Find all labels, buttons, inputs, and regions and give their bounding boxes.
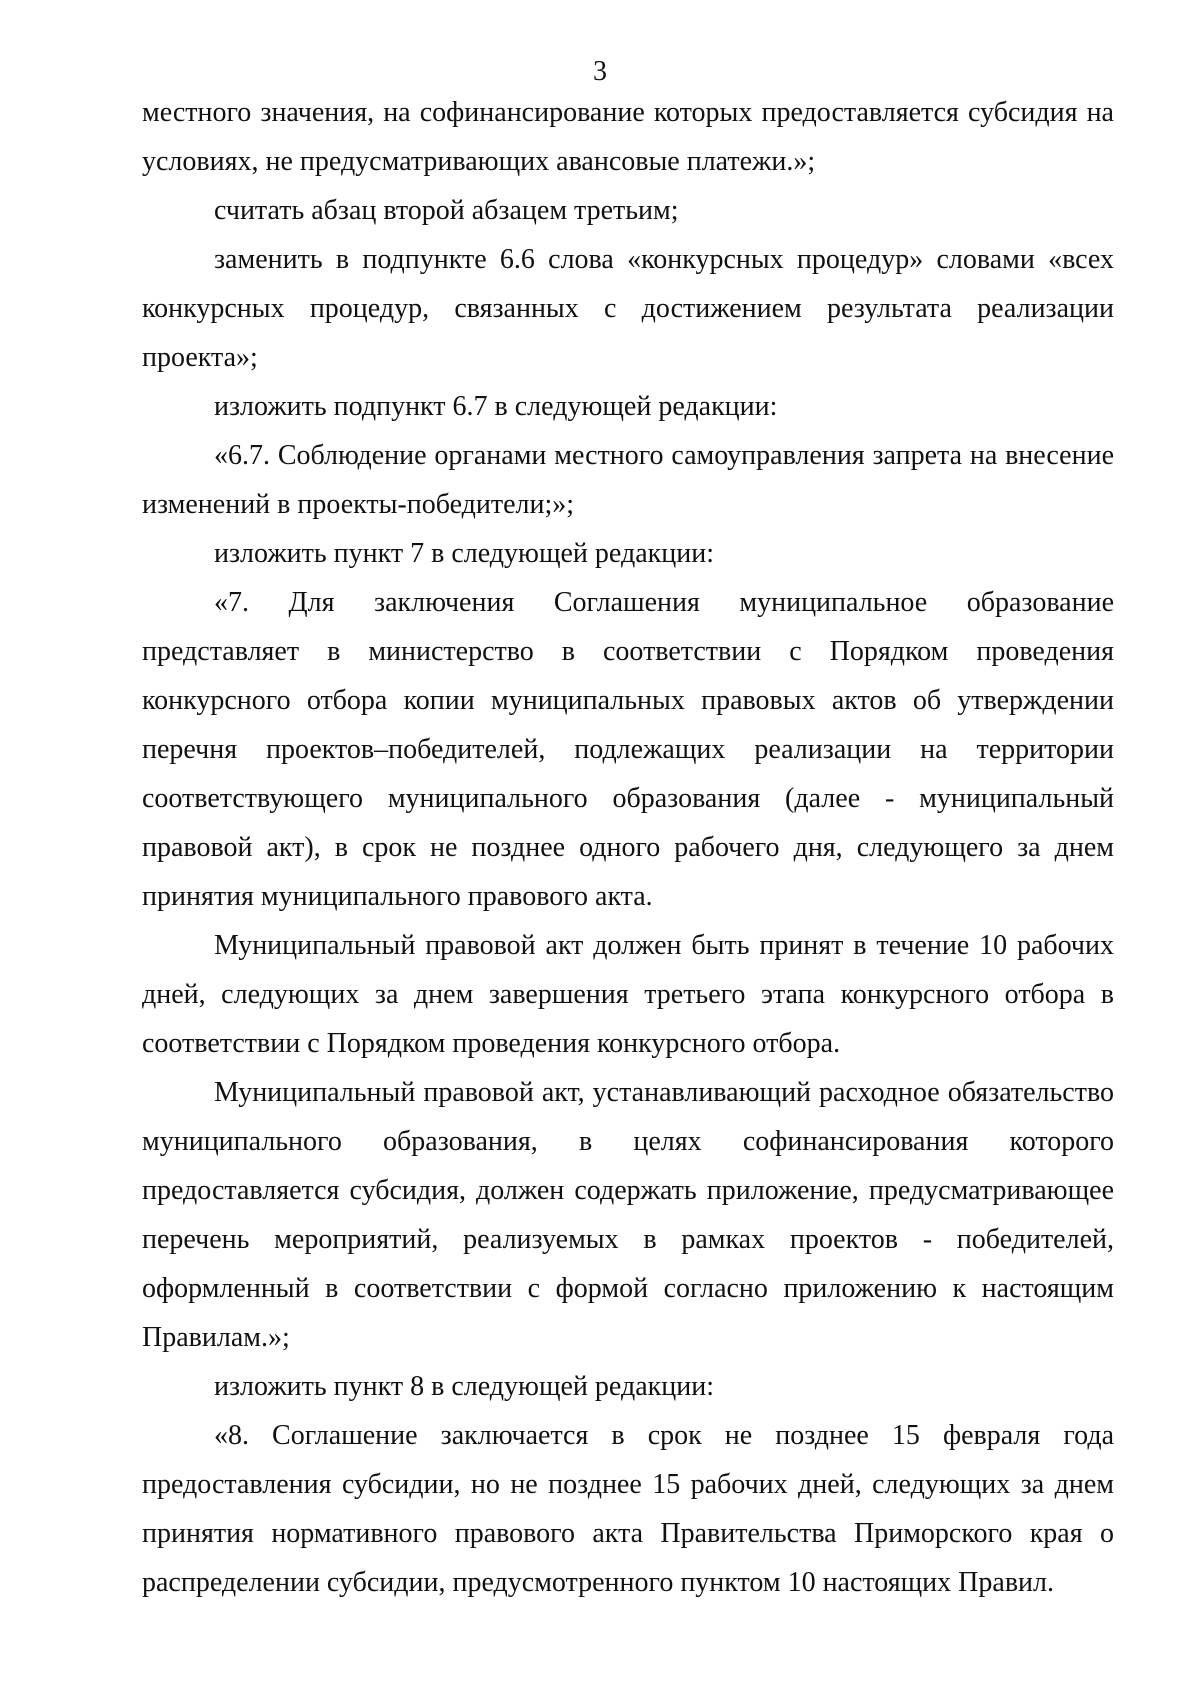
paragraph-municipal-act-deadline: Муниципальный правовой акт должен быть принят в течение 10 рабочих дней, следующих за днем завершения третьего этапа конкурсного отбора в соответствии с Порядком проведения конкурсного отбора. (142, 930, 1114, 1059)
paragraph-subitem-6-7-text: «6.7. Соблюдение органами местного самоуправления запрета на внесение изменений в проекты-победители;»; (142, 440, 1114, 520)
paragraph-item-7-instruction: изложить пункт 7 в следующей редакции: (214, 538, 714, 569)
paragraph-item-7-text: «7. Для заключения Соглашения муниципальное образование представляет в министерство в соответствии с Порядком проведения конкурсного отбора копии муниципальных правовых актов об утверждении перечня проектов–победителей, подлежащих реализации на территории соответствующего муниципального образования (далее - муниципальный правовой акт), в срок не позднее одного рабочего дня, следующего за днем принятия муниципального правового акта. (142, 587, 1114, 912)
paragraph-replace-words-instruction: заменить в подпункте 6.6 слова «конкурсных процедур» словами «всех конкурсных процедур, связанных с достижением результата реализации проекта»; (142, 244, 1114, 373)
paragraph-renumber-instruction: считать абзац второй абзацем третьим; (214, 195, 679, 226)
document-body (142, 88, 1114, 1607)
page-number: 3 (593, 56, 607, 87)
paragraph-item-8-text: «8. Соглашение заключается в срок не позднее 15 февраля года предоставления субсидии, но не позднее 15 рабочих дней, следующих за днем принятия нормативного правового акта Правительства Приморского края о распределении субсидии, предусмотренного пунктом 10 настоящих Правил. (142, 1420, 1114, 1598)
paragraph-item-8-instruction: изложить пункт 8 в следующей редакции: (214, 1371, 714, 1402)
paragraph-continuation: местного значения, на софинансирование которых предоставляется субсидия на условиях, не предусматривающих авансовые платежи.»; (142, 97, 1114, 177)
paragraph-municipal-act-appendix: Муниципальный правовой акт, устанавливающий расходное обязательство муниципального образования, в целях софинансирования которого предоставляется субсидия, должен содержать приложение, предусматривающее перечень мероприятий, реализуемых в рамках проектов - победителей, оформленный в соответствии с формой согласно приложению к настоящим Правилам.»; (142, 1077, 1114, 1353)
paragraph-subitem-6-7-instruction: изложить подпункт 6.7 в следующей редакции: (214, 391, 778, 422)
